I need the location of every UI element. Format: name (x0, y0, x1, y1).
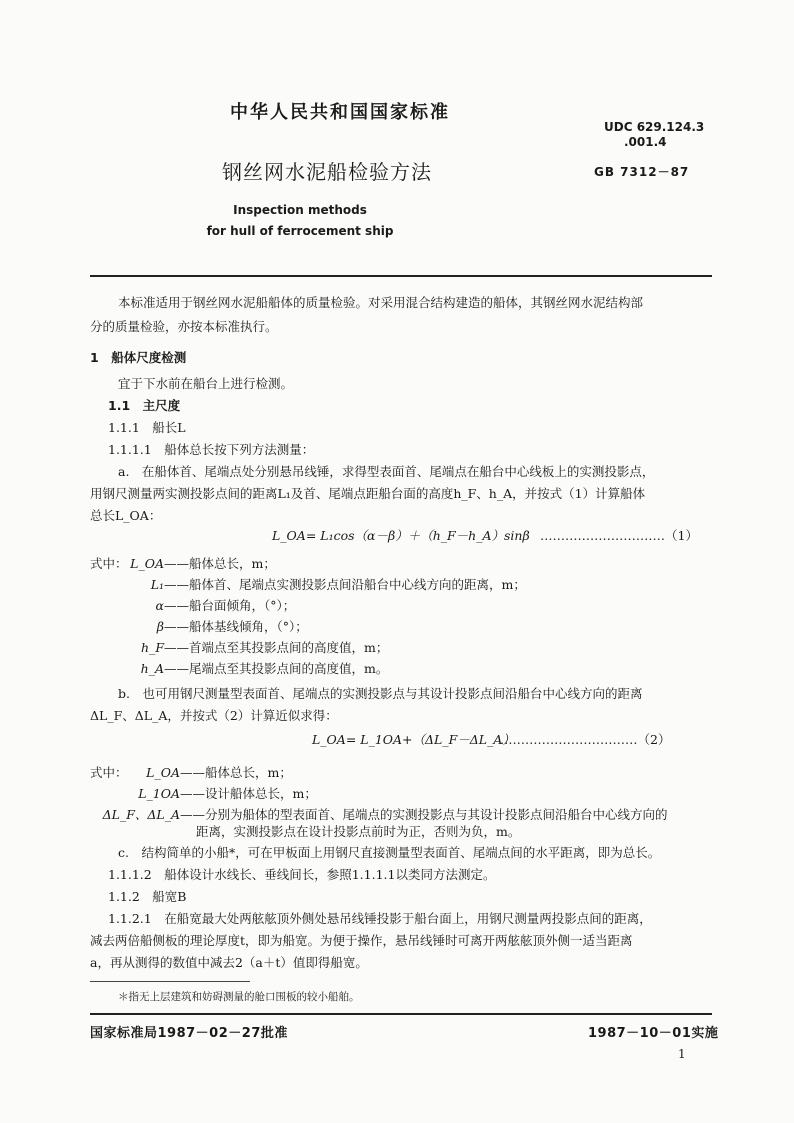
standard-title: 中华人民共和国国家标准 (230, 102, 450, 123)
udc-code (604, 120, 704, 150)
footer-rule (90, 1013, 712, 1015)
intro-line-2: 分的质量检验，亦按本标准执行。 (90, 319, 278, 334)
effective-date: 1987－10－01实施 (588, 1026, 719, 1041)
definition-symbol: h_F (141, 640, 164, 655)
udc-line-1: UDC 629.124.3 (604, 120, 705, 134)
clause-1-1-2: 1.1.2 船宽B (108, 889, 187, 904)
formula-2-number: ……………………………（2） (500, 732, 671, 747)
definition-row (128, 616, 526, 637)
clause-1-1-1: 1.1.1 船长L (108, 420, 186, 435)
item-c: c. 结构简单的小船*，可在甲板面上用钢尺直接测量型表面首、尾端点间的水平距离，即为总长。 (118, 845, 661, 860)
definition-text: ——分别为船体的型表面首、尾端点的实测投影点与其设计投影点间沿船台中心线方向的 (180, 807, 668, 822)
clause-1-1 (108, 395, 180, 417)
formula-2: L_OA= L_1OA+（ΔL_F－ΔL_A） (312, 732, 515, 747)
definition-symbol: h_A (140, 661, 164, 676)
definition-symbol: L_OA (130, 556, 164, 571)
defs-2-continuation: 距离，实测投影点在设计投影点前时为正，否则为负，m。 (196, 824, 521, 839)
definition-symbol: α (155, 598, 164, 613)
clause-1-1-2-1-line-2: 减去两倍船侧板的理论厚度t，即为船宽。为便于操作，悬吊线锤时可离开两舷舷顶外侧一适当距离 (90, 933, 633, 948)
definition-symbol: L_OA (146, 765, 180, 780)
english-title-line-2: for hull of ferrocement ship (206, 224, 394, 238)
definition-row (128, 658, 526, 679)
definition-row (128, 574, 526, 595)
formula-1-number: …………………………（1） (540, 528, 698, 543)
definition-text: ——船体首、尾端点实测投影点间沿船台中心线方向的距离，m； (164, 577, 526, 592)
clause-1-1-1-2: 1.1.1.2 船体设计水线长、垂线间长，参照1.1.1.1以类同方法测定。 (108, 867, 496, 882)
page-number: 1 (678, 1047, 686, 1061)
gb-number: GB 7312－87 (594, 165, 690, 179)
definition-row (128, 595, 526, 616)
approval-date: 国家标准局1987－02－27批准 (90, 1026, 288, 1041)
definition-text: ——设计船体总长，m； (180, 786, 317, 801)
english-title (200, 200, 400, 242)
defs-2-list (90, 762, 668, 825)
udc-line-2: .001.4 (624, 135, 667, 149)
item-a-line-3: 总长L_OA： (90, 508, 162, 523)
definition-row (128, 553, 526, 574)
definition-symbol: ΔL_F、ΔL_A (102, 807, 180, 822)
defs-1-prefix: 式中： (90, 556, 128, 571)
definition-text: ——首端点至其投影点间的高度值，m； (164, 640, 389, 655)
definition-text: ——船体总长，m； (180, 765, 292, 780)
definition-row (128, 637, 526, 658)
clause-1-1-2-1-line-3: a，再从测得的数值中减去2（a＋t）值即得船宽。 (90, 955, 368, 970)
item-a-line-1: a. 在船体首、尾端点处分别悬吊线锤，求得型表面首、尾端点在船台中心线板上的实测投影点， (118, 464, 655, 479)
intro-line-1: 本标准适用于钢丝网水泥船船体的质量检验。对采用混合结构建造的船体，其钢丝网水泥结构部 (118, 295, 644, 310)
definition-text: ——船台面倾角，（°）； (164, 598, 296, 613)
definition-symbol: L₁ (150, 577, 164, 592)
item-b-line-2: ΔL_F、ΔL_A，并按式（2）计算近似求得： (90, 708, 338, 723)
document-title: 钢丝网水泥船检验方法 (222, 160, 432, 184)
clause-1-1-1-1: 1.1.1.1 船体总长按下列方法测量： (108, 442, 315, 457)
item-b-line-1: b. 也可用钢尺测量型表面首、尾端点的实测投影点与其设计投影点间沿船台中心线方向的距离 (118, 686, 643, 701)
definition-text: ——尾端点至其投影点间的高度值，m。 (164, 661, 389, 676)
formula-1: L_OA= L₁cos（α－β）＋（h_F－h_A）sinβ (272, 528, 530, 543)
definition-symbol: β (156, 619, 164, 634)
footnote-rule (90, 981, 250, 982)
defs-2-prefix: 式中： (90, 765, 128, 780)
definition-text: ——船体基线倾角，（°）； (164, 619, 308, 634)
header-rule (90, 275, 712, 277)
section-1-text: 宜于下水前在船台上进行检测。 (118, 376, 294, 391)
defs-1-list (128, 553, 526, 679)
definition-row (90, 762, 668, 783)
definition-text: ——船体总长，m； (164, 556, 276, 571)
clause-1-1-label: 1.1 主尺度 (108, 398, 181, 413)
definition-symbol: L_1OA (138, 786, 180, 801)
definition-row (90, 783, 668, 804)
english-title-line-1: Inspection methods (233, 203, 367, 217)
clause-1-1-2-1-line-1: 1.1.2.1 在船宽最大处两舷舷顶外侧处悬吊线锤投影于船台面上，用钢尺测量两投影点间的距离， (108, 911, 652, 926)
footnote: ＊指无上层建筑和妨碍测量的舱口围板的较小船舶。 (118, 991, 360, 1003)
item-a-line-2: 用钢尺测量两实测投影点间的距离L₁及首、尾端点距船台面的高度h_F、h_A，并按式（1）计算船体 (90, 486, 646, 501)
section-1-heading: 1 船体尺度检测 (90, 350, 187, 365)
